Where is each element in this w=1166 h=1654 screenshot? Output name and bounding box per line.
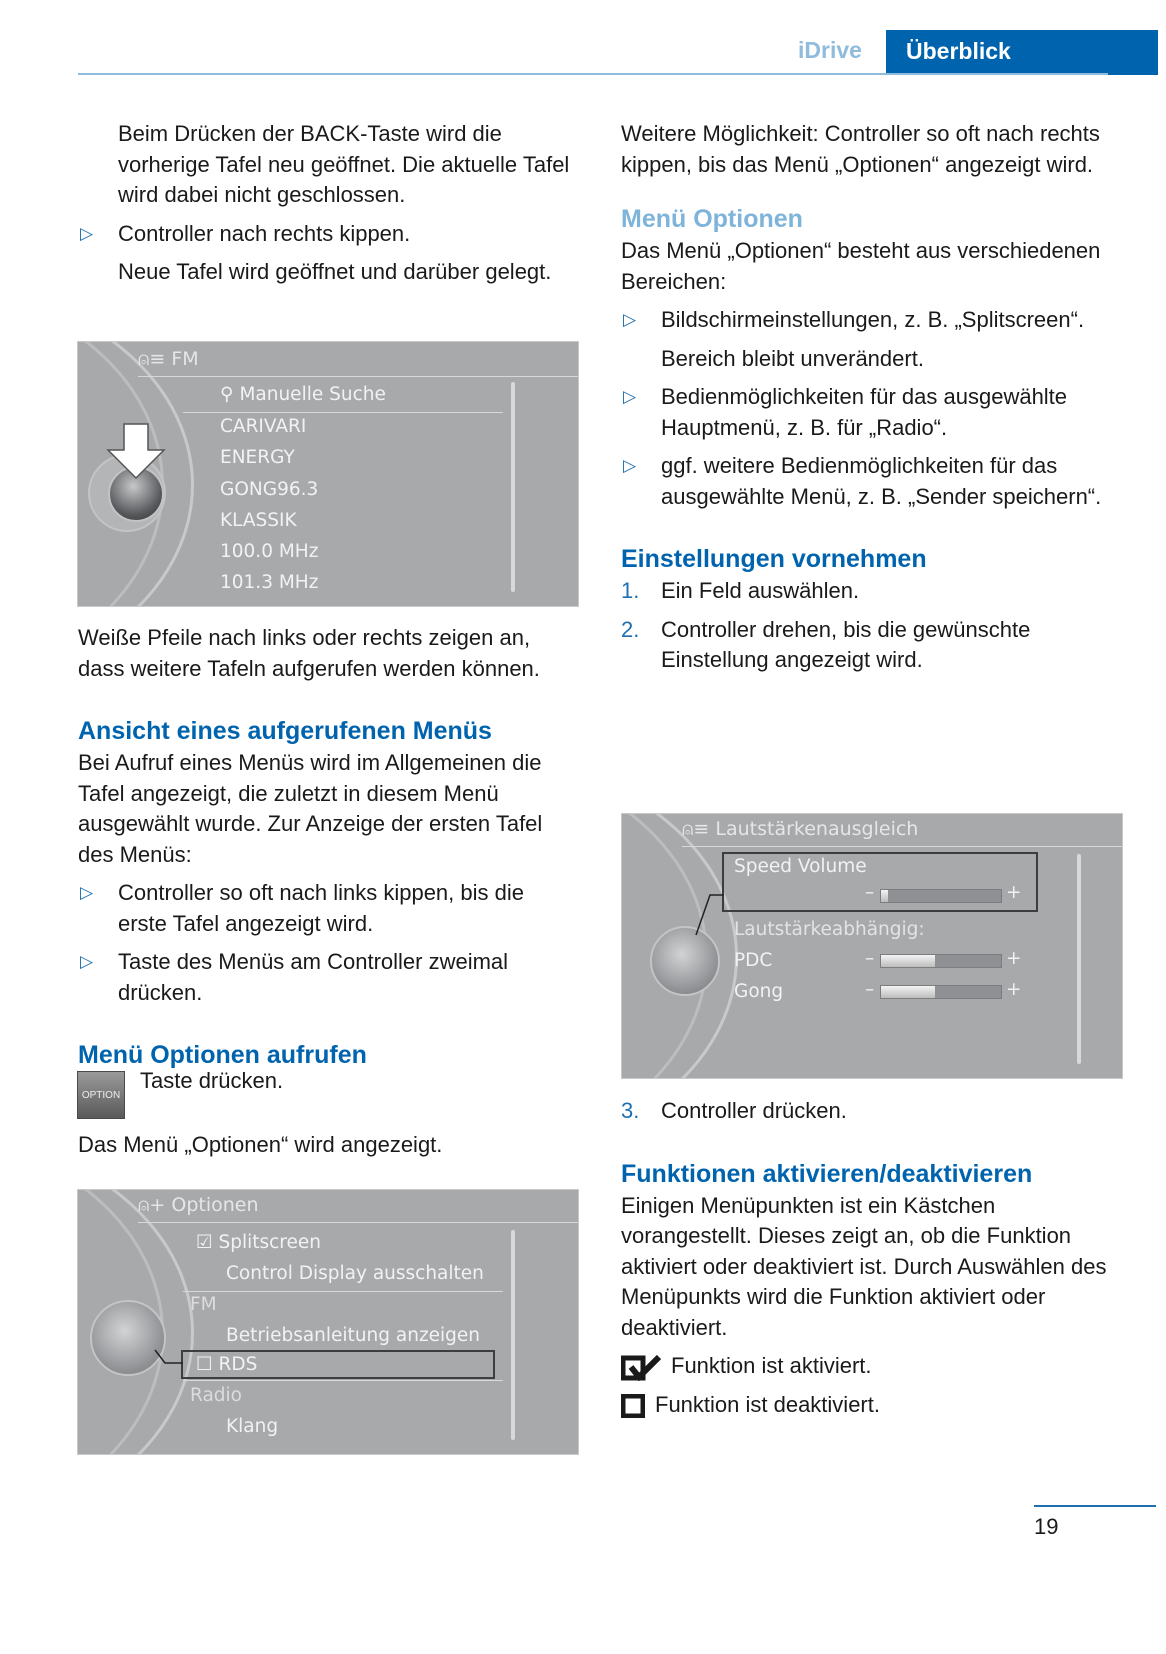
menu-item: CARIVARI <box>220 416 307 437</box>
ansicht-text: Bei Aufruf eines Menüs wird im Allgemeinen die Tafel angezeigt, die zuletzt in diesem Menü ausgewählt wurde. Zur Anzeige der ersten Tafel des Menüs: <box>78 750 543 867</box>
heading-menu-optionen: Menü Optionen <box>621 205 803 233</box>
heading-ansicht: Ansicht eines aufgerufenen Menüs <box>78 717 492 745</box>
gong-slider[interactable] <box>880 985 1002 999</box>
left-column-top <box>78 119 578 288</box>
step-item: 1. Ein Feld auswählen. <box>621 578 860 603</box>
section-title: iDrive <box>798 37 862 63</box>
pdc-slider[interactable] <box>880 954 1002 968</box>
pointer-line <box>153 1348 185 1368</box>
pointer-line <box>692 889 727 939</box>
checked-checkbox-icon: ☑ <box>196 1232 219 1253</box>
screen-title: ⍝≡ FM <box>138 348 199 370</box>
screen-title: ⍝≡ Lautstärkenausgleich <box>682 818 919 840</box>
menu-section: FM <box>190 1294 217 1315</box>
menu-section: Radio <box>190 1385 242 1406</box>
radio-icon: ⍝≡ <box>682 818 716 840</box>
page-number: 19 <box>1034 1514 1059 1539</box>
idrive-screen-fm <box>77 341 579 607</box>
bullet-item: ▷ Bedienmöglichkeiten für das ausgewählte Hauptmenü, z. B. für „Radio“. <box>623 384 1068 440</box>
plus-icon: + <box>1006 948 1022 969</box>
menu-item-checkbox: ☑ Splitscreen <box>196 1232 321 1253</box>
plus-icon: + <box>1006 979 1022 1000</box>
setting-label: PDC <box>734 950 773 971</box>
menu-item: Control Display ausschalten <box>226 1263 484 1284</box>
search-icon: ⚲ <box>220 384 240 405</box>
menu-item: 101.3 MHz <box>220 572 319 593</box>
triangle-bullet-icon: ▷ <box>623 387 637 406</box>
screen-title: ⍝+ Optionen <box>138 1194 259 1216</box>
bullet-item: ▷ Bildschirmeinstellungen, z. B. „Splitscreen“. <box>621 305 1131 336</box>
heading-funktionen: Funktionen aktivieren/deaktivieren <box>621 1159 1033 1188</box>
unchecked-checkbox-icon: ☐ <box>196 1354 219 1375</box>
header-rule <box>78 73 1108 75</box>
slider-fill <box>881 986 935 998</box>
speed-volume-slider[interactable] <box>880 889 1002 903</box>
menu-item: GONG96.3 <box>220 479 319 500</box>
slider-fill <box>881 890 888 902</box>
down-arrow-icon <box>106 422 166 482</box>
idrive-screen-optionen <box>77 1189 579 1455</box>
menu-item: KLASSIK <box>220 510 297 531</box>
taste-text: Taste drücken. <box>140 1068 284 1093</box>
minus-icon: – <box>865 979 875 1000</box>
radio-icon: ⍝≡ <box>138 348 172 370</box>
step-item: 3. Controller drücken. <box>621 1098 847 1123</box>
setting-label: Speed Volume <box>734 856 867 877</box>
menu-item-checkbox: ☐ RDS <box>196 1354 258 1375</box>
legend-activated: Funktion ist aktiviert. <box>621 1351 1131 1382</box>
bullet-item: ▷ Taste des Menüs am Controller zweimal drücken. <box>80 949 509 1005</box>
intro-text: Weitere Möglichkeit: Controller so oft nach rechts kippen, bis das Menü „Optionen“ angezeigt wird. <box>621 121 1100 177</box>
plus-icon: + <box>1006 882 1022 903</box>
bullet-item: ▷ Controller nach rechts kippen. <box>78 219 578 250</box>
bullet-item: ▷ ggf. weitere Bedienmöglichkeiten für das ausgewählte Menü, z. B. „Sender speichern“. <box>623 453 1102 509</box>
menu-shown-text: Das Menü „Optionen“ wird angezeigt. <box>78 1132 443 1157</box>
minus-icon: – <box>865 948 875 969</box>
funktionen-text: Einigen Menüpunkten ist ein Kästchen vorangestellt. Dieses zeigt an, ob die Funktion aktiviert oder deaktiviert ist. Durch Auswählen des Menüpunkts wird die Funktion aktiviert oder deaktiviert. <box>621 1192 1107 1340</box>
right-column-bottom <box>621 1096 1131 1420</box>
option-button-icon: OPTION <box>77 1071 125 1119</box>
step-item: 2. Controller drehen, bis die gewünschte Einstellung angezeigt wird. <box>621 616 1031 672</box>
idrive-screen-lautstaerke <box>621 813 1123 1079</box>
arrows-explanation: Weiße Pfeile nach links oder rechts zeigen an, dass weitere Tafeln aufgerufen werden können. <box>78 625 540 681</box>
bullet-note: Bereich bleibt unverändert. <box>661 345 924 371</box>
menu-item: Betriebsanleitung anzeigen <box>226 1325 481 1346</box>
slider-fill <box>881 955 935 967</box>
menu-item: ENERGY <box>220 447 295 468</box>
optionen-text: Das Menü „Optionen“ besteht aus verschiedenen Bereichen: <box>621 238 1101 294</box>
intro-text: Beim Drücken der BACK-Taste wird die vorherige Tafel neu geöffnet. Die aktuelle Tafel wird dabei nicht geschlossen. <box>118 121 570 207</box>
menu-item: 100.0 MHz <box>220 541 319 562</box>
heading-einstellungen: Einstellungen vornehmen <box>621 545 927 573</box>
right-column-top <box>621 119 1131 676</box>
bullet-item: ▷ Controller so oft nach links kippen, bis die erste Tafel angezeigt wird. <box>80 880 524 936</box>
triangle-bullet-icon: ▷ <box>80 883 94 902</box>
left-column-middle <box>78 623 578 1072</box>
triangle-bullet-icon: ▷ <box>80 952 94 971</box>
chapter-tab: Überblick <box>886 30 1158 75</box>
menu-item: Klang <box>226 1416 279 1437</box>
legend-deactivated: Funktion ist deaktiviert. <box>621 1390 1131 1421</box>
page-number-rule <box>1034 1505 1156 1507</box>
menu-item: ⚲ Manuelle Suche <box>220 384 386 405</box>
heading-optionen-aufrufen: Menü Optionen aufrufen <box>78 1041 367 1069</box>
minus-icon: – <box>865 882 875 903</box>
setting-label: Gong <box>734 981 784 1002</box>
radio-icon: ⍝+ <box>138 1194 172 1216</box>
setting-group-label: Lautstärkeabhängig: <box>734 919 925 940</box>
unchecked-box-icon <box>621 1394 645 1418</box>
checked-box-icon <box>621 1355 663 1381</box>
triangle-bullet-icon: ▷ <box>80 223 94 243</box>
bullet-note: Neue Tafel wird geöffnet und darüber gelegt. <box>118 259 552 284</box>
triangle-bullet-icon: ▷ <box>623 456 637 475</box>
triangle-bullet-icon: ▷ <box>623 310 637 329</box>
